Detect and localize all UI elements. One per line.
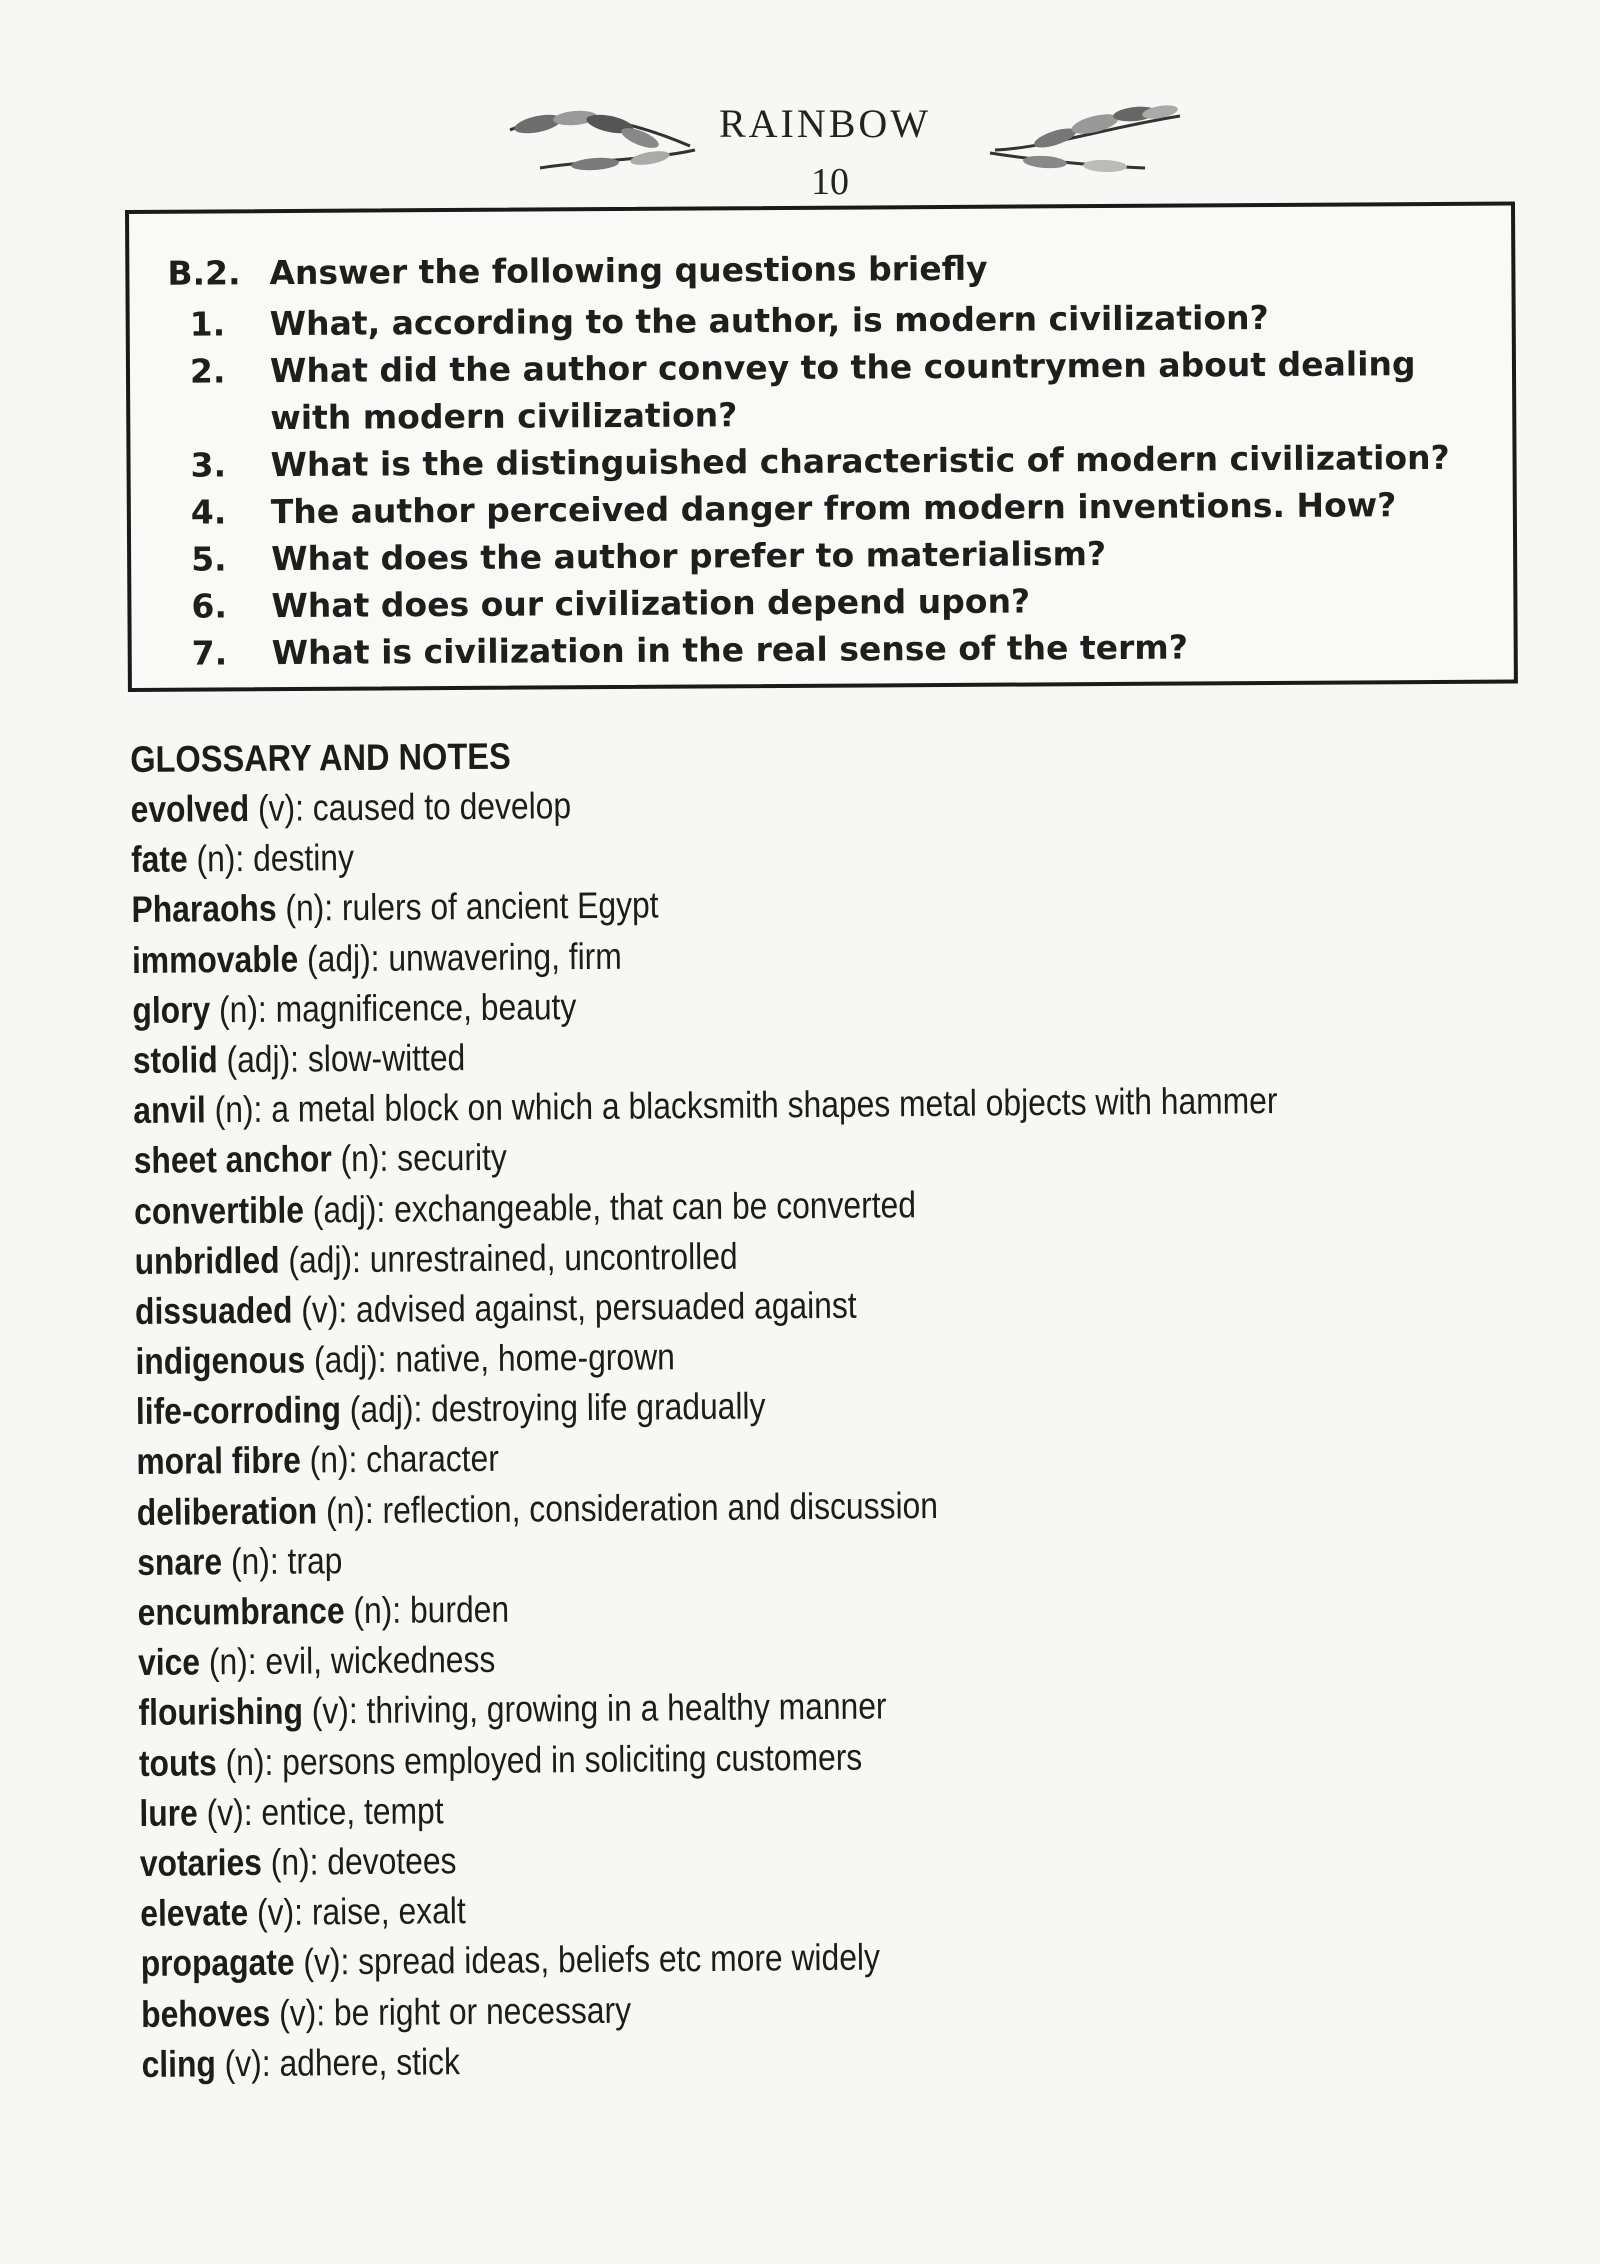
question-item bbox=[131, 528, 1511, 583]
glossary-term: behoves bbox=[140, 1992, 271, 2035]
glossary-term: stolid bbox=[132, 1039, 218, 1081]
question-item bbox=[130, 340, 1511, 442]
question-number: 5. bbox=[191, 539, 227, 579]
glossary-definition: (adj): unwavering, firm bbox=[298, 935, 622, 980]
glossary-definition: (v): thriving, growing in a healthy manner bbox=[302, 1685, 887, 1732]
glossary-term: flourishing bbox=[138, 1690, 304, 1734]
question-number: 6. bbox=[191, 586, 228, 626]
glossary-definition: (adj): destroying life gradually bbox=[340, 1385, 766, 1431]
glossary-definition: (v): caused to develop bbox=[248, 785, 572, 829]
glossary-definition: (n): persons employed in soliciting customers bbox=[216, 1736, 863, 1783]
glossary-term: evolved bbox=[130, 787, 250, 830]
question-text: What does our civilization depend upon? bbox=[271, 581, 1031, 626]
question-item bbox=[130, 434, 1510, 489]
glossary-definition: (adj): slow-witted bbox=[217, 1037, 466, 1081]
glossary-section bbox=[130, 724, 1442, 2090]
glossary-term: moral fibre bbox=[136, 1439, 301, 1483]
glossary-entry bbox=[141, 2030, 1259, 2090]
questions-heading bbox=[167, 249, 987, 293]
glossary-definition: (adj): native, home-grown bbox=[304, 1336, 675, 1381]
glossary-term: life-corroding bbox=[135, 1389, 342, 1433]
questions-list bbox=[130, 293, 1512, 677]
glossary-term: fate bbox=[130, 838, 188, 881]
question-text: What did the author convey to the countrymen about dealing with modern civilization? bbox=[269, 344, 1416, 438]
glossary-definition: (n): rulers of ancient Egypt bbox=[276, 884, 659, 930]
glossary-definition: (v): be right or necessary bbox=[270, 1989, 632, 2034]
glossary-term: unbridled bbox=[134, 1239, 280, 1282]
page-number: 10 bbox=[811, 161, 849, 203]
glossary-definition: (v): entice, tempt bbox=[197, 1790, 444, 1834]
glossary-definition: (n): a metal block on which a blacksmith shapes metal objects with hammer bbox=[205, 1080, 1278, 1131]
glossary-term: propagate bbox=[140, 1941, 295, 1985]
glossary-term: deliberation bbox=[136, 1490, 318, 1533]
book-title: RAINBOW bbox=[718, 101, 932, 146]
question-number: 4. bbox=[190, 492, 227, 532]
glossary-definition: (n): character bbox=[300, 1438, 500, 1481]
glossary-title: GLOSSARY AND NOTES bbox=[130, 735, 511, 780]
glossary-definition: (n): trap bbox=[221, 1539, 343, 1583]
glossary-term: convertible bbox=[133, 1189, 305, 1232]
question-item bbox=[132, 622, 1512, 677]
question-item bbox=[130, 293, 1510, 348]
glossary-term: elevate bbox=[140, 1892, 249, 1935]
glossary-definition: (n): evil, wickedness bbox=[199, 1639, 496, 1683]
glossary-term: lure bbox=[139, 1792, 198, 1834]
question-text: What is the distinguished characteristic of modern civilization? bbox=[270, 437, 1450, 485]
glossary-definition: (n): devotees bbox=[261, 1840, 457, 1883]
glossary-term: indigenous bbox=[135, 1339, 306, 1383]
glossary-term: glory bbox=[132, 989, 211, 1031]
glossary-term: touts bbox=[138, 1741, 217, 1784]
glossary-term: Pharaohs bbox=[131, 888, 277, 931]
glossary-definition: (v): advised against, persuaded against bbox=[292, 1284, 857, 1331]
glossary-term: immovable bbox=[131, 938, 299, 981]
page-header bbox=[0, 98, 1600, 208]
glossary-definition: (adj): unrestrained, uncontrolled bbox=[279, 1235, 738, 1281]
question-number: 2. bbox=[189, 351, 226, 391]
glossary-definition: (v): spread ideas, beliefs etc more widely bbox=[294, 1936, 881, 1983]
glossary-term: vice bbox=[137, 1641, 201, 1684]
glossary-term: anvil bbox=[133, 1089, 206, 1132]
glossary-definition: (n): destiny bbox=[187, 837, 355, 880]
glossary-definition: (v): adhere, stick bbox=[215, 2040, 461, 2084]
question-text: The author perceived danger from modern inventions. How? bbox=[270, 485, 1397, 532]
question-text: What, according to the author, is modern civilization? bbox=[269, 298, 1269, 344]
question-text: What does the author prefer to materialism? bbox=[271, 534, 1107, 579]
glossary-definition: (n): magnificence, beauty bbox=[210, 985, 577, 1031]
question-item bbox=[131, 481, 1511, 536]
glossary-term: votaries bbox=[139, 1841, 263, 1884]
glossary-term: cling bbox=[141, 2042, 217, 2085]
question-item bbox=[131, 575, 1511, 630]
glossary-definition: (n): reflection, consideration and discussion bbox=[316, 1484, 939, 1532]
glossary-definition: (n): burden bbox=[344, 1588, 510, 1632]
question-number: 7. bbox=[191, 633, 228, 673]
questions-box bbox=[125, 202, 1518, 692]
glossary-term: encumbrance bbox=[137, 1590, 345, 1633]
glossary-term: dissuaded bbox=[134, 1289, 293, 1332]
glossary-term: snare bbox=[137, 1541, 223, 1583]
glossary-definition: (adj): exchangeable, that can be converted bbox=[303, 1183, 917, 1230]
questions-instruction: Answer the following questions briefly bbox=[269, 248, 988, 293]
glossary-definition: (v): raise, exalt bbox=[248, 1890, 466, 1934]
question-text: What is civilization in the real sense of the term? bbox=[271, 627, 1189, 673]
question-number: 3. bbox=[190, 445, 227, 485]
questions-label: B.2. bbox=[167, 253, 241, 293]
glossary-definition: (n): security bbox=[331, 1137, 507, 1180]
glossary-list bbox=[130, 774, 1441, 2090]
glossary-term: sheet anchor bbox=[133, 1138, 332, 1182]
question-number: 1. bbox=[189, 304, 226, 344]
